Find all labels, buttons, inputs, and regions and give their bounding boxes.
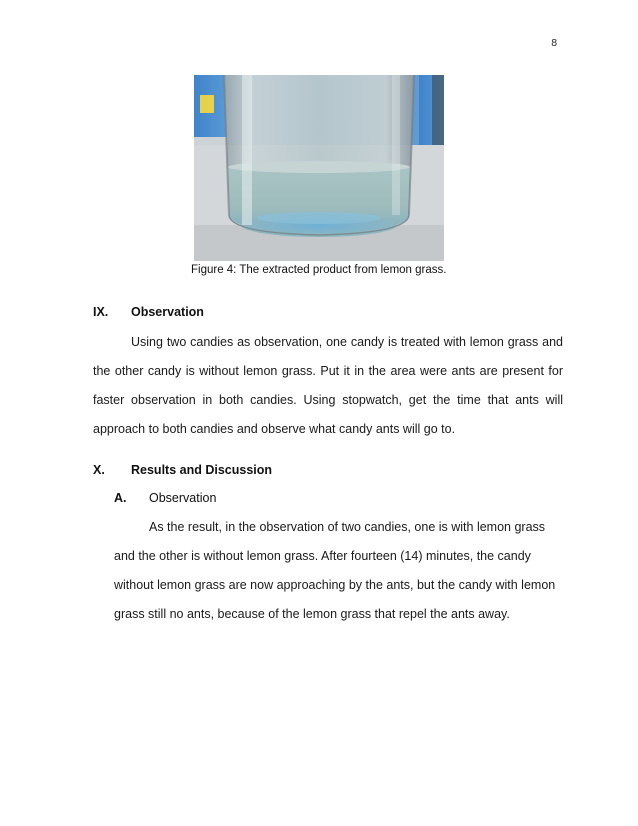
paragraph-line: and the other is without lemon grass. After fourteen (14) minutes, the candy bbox=[114, 549, 531, 563]
subsection-title: Observation bbox=[149, 491, 217, 505]
section-title: Results and Discussion bbox=[131, 463, 273, 477]
paragraph-line: As the result, in the observation of two candies, one is with lemon grass bbox=[149, 520, 546, 534]
figure-caption: Figure 4: The extracted product from lemon grass. bbox=[191, 264, 447, 276]
paragraph-line: grass still no ants, because of the lemon grass that repel the ants away. bbox=[114, 607, 510, 621]
paragraph-line: without lemon grass are now approaching by the ants, but the candy with lemon bbox=[114, 578, 556, 592]
subsection-letter: A. bbox=[114, 491, 127, 505]
paragraph-line: approach to both candies and observe what candy ants will go to. bbox=[93, 422, 456, 436]
paragraph-line: Using two candies as observation, one candy is treated with lemon grass and bbox=[131, 335, 563, 349]
paragraph-line: faster observation in both candies. Using stopwatch, get the time that ants will bbox=[93, 393, 563, 407]
section-title: Observation bbox=[131, 305, 204, 319]
section-number: X. bbox=[93, 463, 105, 477]
glass-photo-image bbox=[194, 75, 444, 261]
figure-photo bbox=[194, 75, 444, 261]
section-number: IX. bbox=[93, 305, 109, 319]
paragraph-line: the other candy is without lemon grass. Put it in the area were ants are present for bbox=[93, 364, 563, 378]
page-number: 8 bbox=[551, 38, 558, 49]
